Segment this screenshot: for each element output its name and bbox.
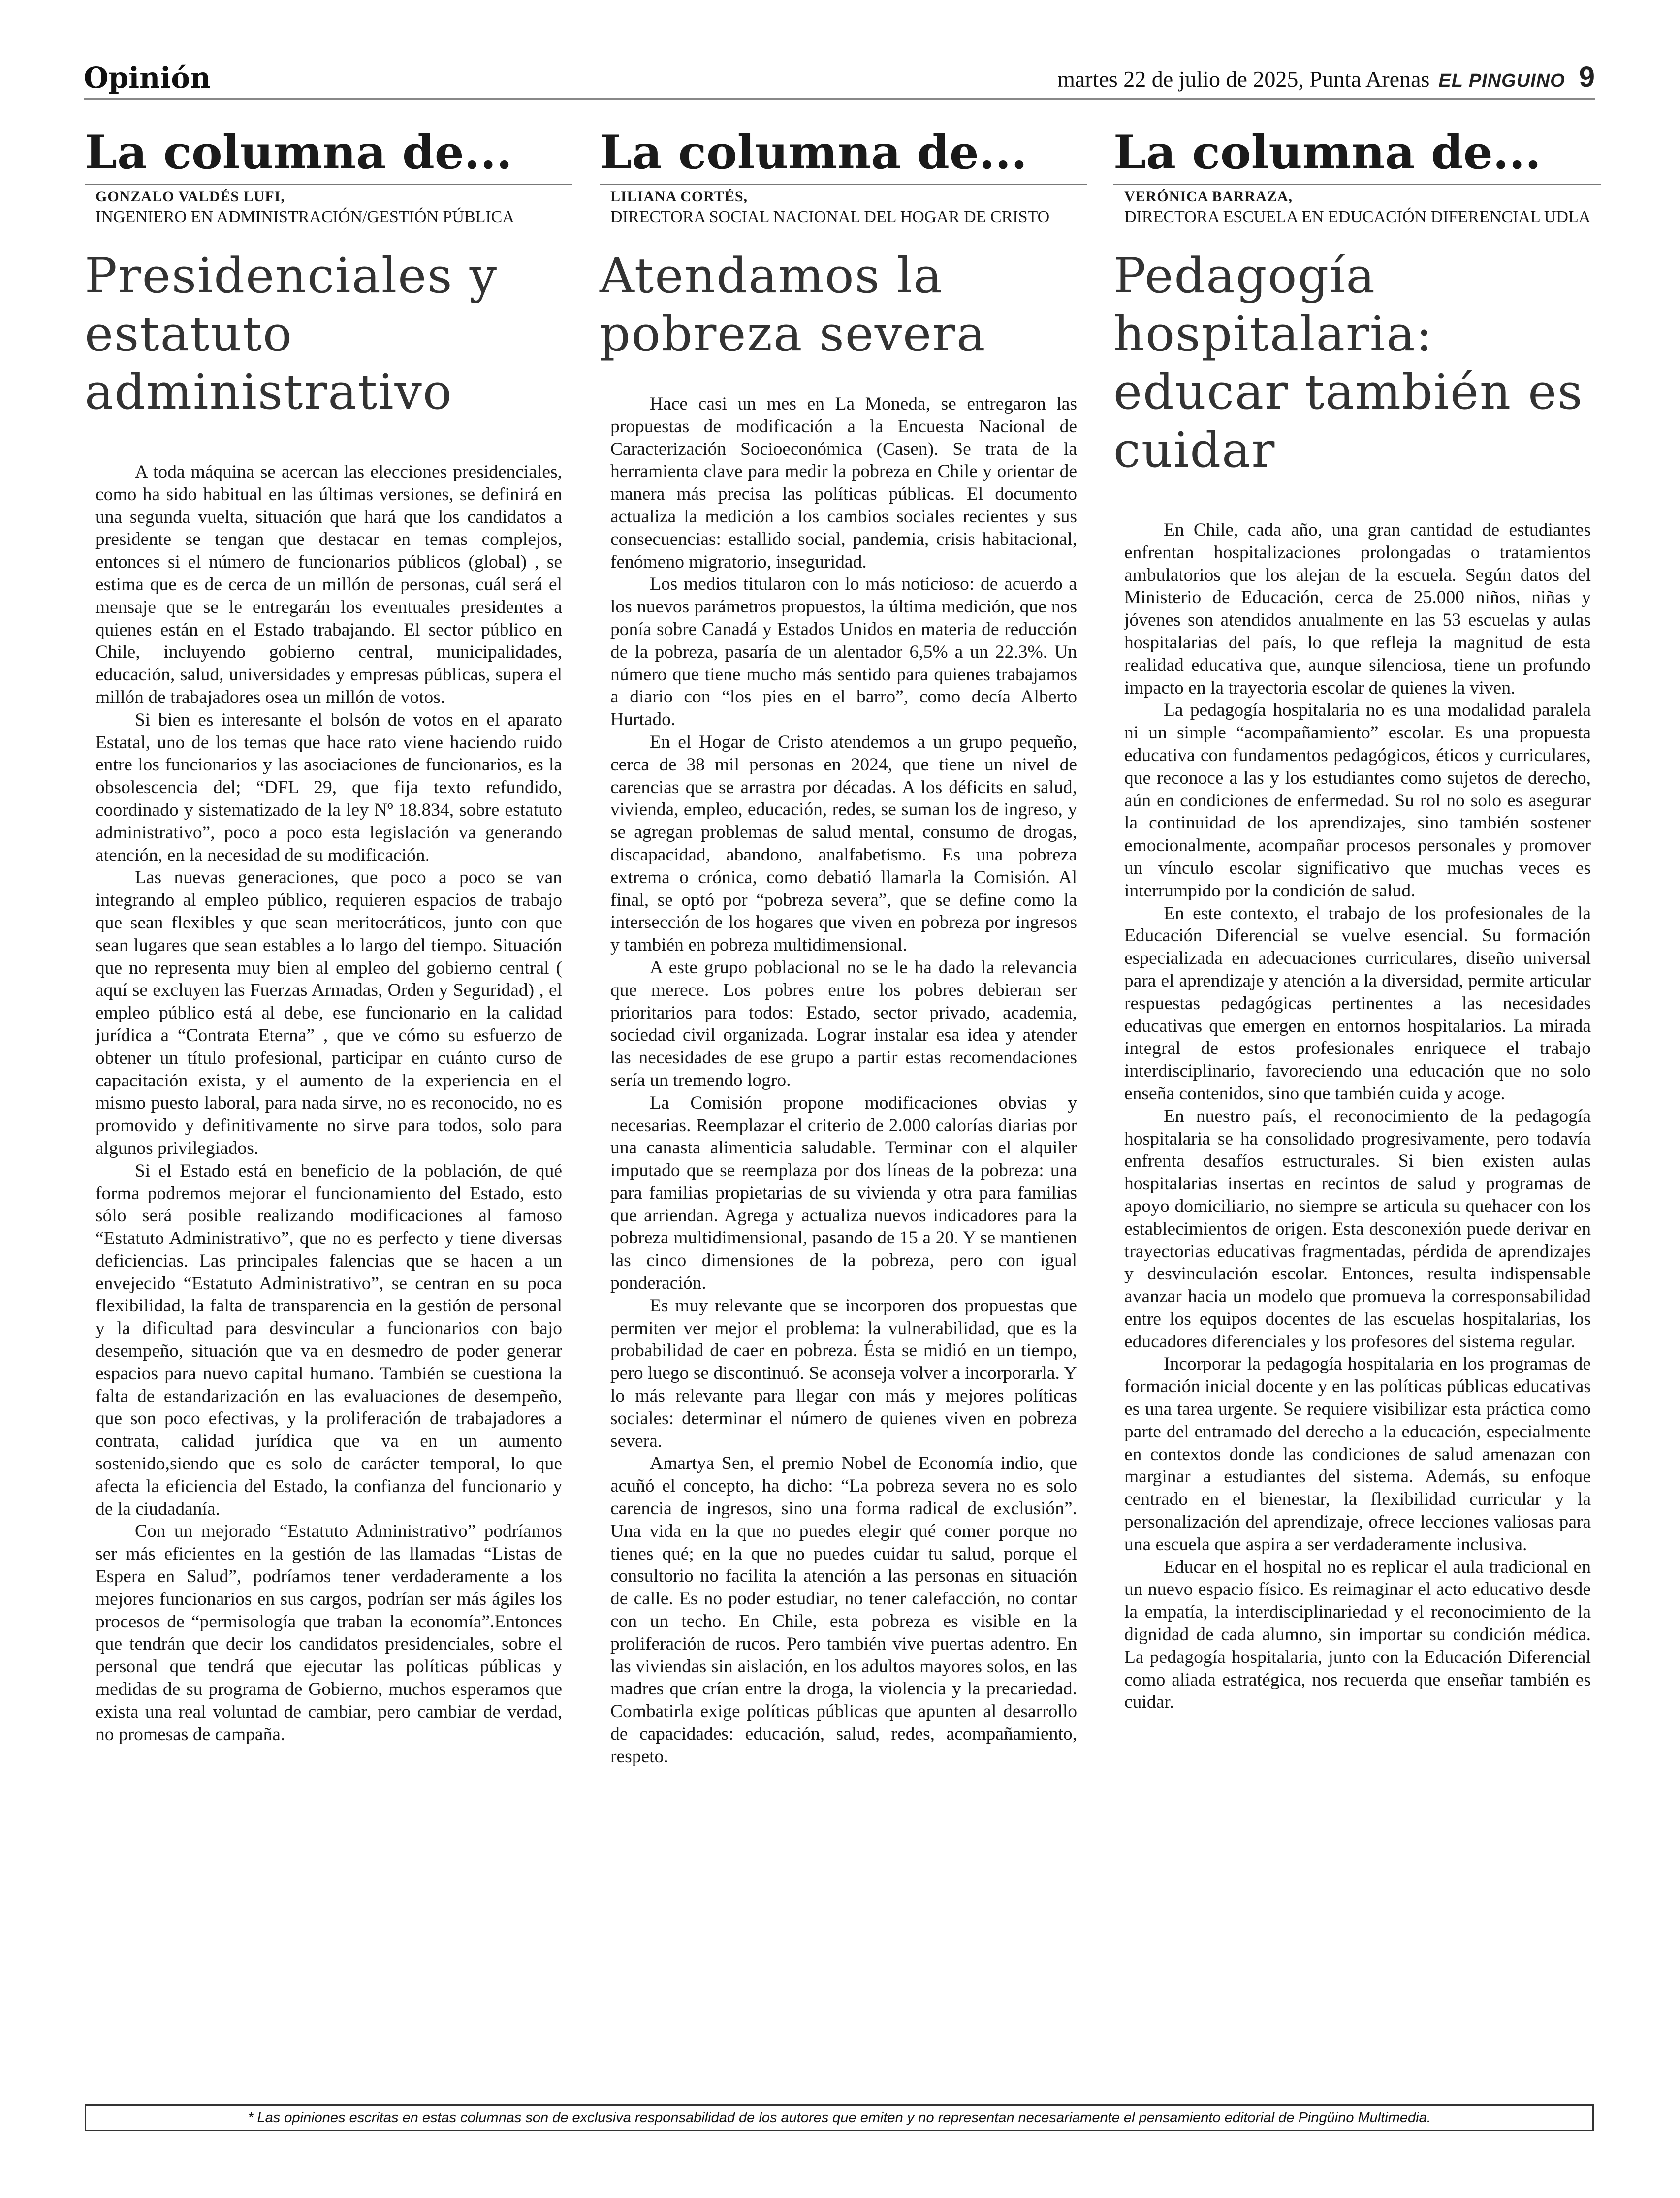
page-header — [84, 59, 1595, 100]
column-kicker: La columna de... — [600, 126, 1087, 185]
section-title: Opinión — [84, 61, 211, 95]
author-role: INGENIERO EN ADMINISTRACIÓN/GESTIÓN PÚBLICA — [95, 208, 514, 226]
newspaper-logo: EL PINGUINO — [1438, 70, 1565, 91]
paragraph: Si el Estado está en beneficio de la población, de qué forma podremos mejorar el funcionamiento del Estado, esto sólo será posible realizando modificaciones al famoso “Estatuto Administrativo”, que no es perfecto y tiene diversas deficiencias. Las principales falencias que se hacen a un envejecido “Estatuto Administrativo”, se centran en su poca flexibilidad, la falta de transparencia en la gestión de personal y la dificultad para desvincular a funcionarios con bajo desempeño, situación que va en desmedro de poder generar espacios para nuevo capital humano. También se cuestiona la falta de estandarización en las evaluaciones de desempeño, que son poco efectivas, y la proliferación de trabajadores a contrata, calidad jurídica que va en un aumento sostenido,siendo que es solo de carácter temporal, lo que afecta la eficiencia del Estado, la confianza del funcionario y de la ciudadanía. — [95, 1160, 562, 1519]
header-meta — [1057, 61, 1595, 94]
article-body — [85, 461, 572, 1746]
paragraph: Incorporar la pedagogía hospitalaria en los programas de formación inicial docente y en las políticas públicas educativas es una tarea urgente. Se requiere visibilizar esta práctica como parte del entramado del derecho a la educación, especialmente en contextos donde las condiciones de salud amenazan con marginar a estudiantes del sistema. Además, su enfoque centrado en el bienestar, la flexibilidad curricular y la personalización del aprendizaje, ofrece lecciones valiosas para una escuela que aspira a ser verdaderamente inclusiva. — [1124, 1354, 1591, 1555]
author-name: LILIANA CORTÉS, — [610, 189, 748, 205]
page-number: 9 — [1579, 61, 1595, 93]
paragraph: En este contexto, el trabajo de los profesionales de la Educación Diferencial se vuelve esencial. Su formación especializada en adecuaciones curriculares, diseño universal para el aprendizaje y atención a la diversidad, permite articular respuestas pedagógicas pertinentes a las necesidades educativas que emergen en entornos hospitalarios. La mirada integral de estos profesionales enriquece el trabajo interdisciplinario, favoreciendo una educación que no solo enseña contenidos, sino que también cuida y acoge. — [1124, 903, 1591, 1104]
author-name: GONZALO VALDÉS LUFI, — [95, 189, 285, 205]
paragraph: Hace casi un mes en La Moneda, se entregaron las propuestas de modificación a la Encuesta Nacional de Caracterización Socioeconómica (Casen). Se trata de la herramienta clave para medir la pobreza en Chile y orientar de manera más precisa las políticas públicas. El documento actualiza la medición a los cambios sociales recientes y sus consecuencias: estallido social, pandemia, crisis habitacional, fenómeno migratorio, inseguridad. — [610, 394, 1077, 572]
column-kicker: La columna de... — [1113, 126, 1601, 185]
article-title: Pedagogía hospitalaria: educar también es cuidar — [1113, 248, 1584, 478]
paragraph: Educar en el hospital no es replicar el aula tradicional en un nuevo espacio físico. Es reimaginar el acto educativo desde la empatía, la interdisciplinariedad y el reconocimiento de la dignidad de cada alumno, sin importar su condición médica. La pedagogía hospitalaria, junto con la Educación Diferencial como aliada estratégica, nos recuerda que enseñar también es cuidar. — [1124, 1557, 1591, 1713]
issue-date: martes 22 de julio de 2025, Punta Arenas — [1057, 66, 1430, 92]
article-title: Presidenciales y estatuto administrativo — [85, 248, 498, 420]
paragraph: Los medios titularon con lo más noticioso: de acuerdo a los nuevos parámetros propuestos, la última medición, que nos ponía sobre Canadá y Estados Unidos en materia de reducción de la pobreza, pasaría de un alentador 6,5% a un 22.3%. Un número que tiene mucho más sentido para quienes trabajamos a diario con “los pies en el barro”, como decía Alberto Hurtado. — [610, 574, 1077, 730]
opinion-column-1 — [85, 126, 572, 1746]
column-kicker: La columna de... — [85, 126, 572, 185]
paragraph: En el Hogar de Cristo atendemos a un grupo pequeño, cerca de 38 mil personas en 2024, que tiene un nivel de carencias que se arrastra por décadas. A los déficits en salud, vivienda, empleo, educación, redes, se suman los de ingreso, y se agregan problemas de salud mental, consumo de drogas, discapacidad, abandono, analfabetismo. Es una pobreza extrema o crónica, como debatió llamarla la Comisión. Al final, se optó por “pobreza severa”, que se define como la intersección de los hogares que viven en pobreza por ingresos y también en pobreza multidimensional. — [610, 732, 1077, 956]
paragraph: A toda máquina se acercan las elecciones presidenciales, como ha sido habitual en las últimas versiones, se definirá en una segunda vuelta, situación que hará que los candidatos a presidente se tengan que destacar en temas complejos, entonces si el número de funcionarios públicos (global) , se estima que es de cerca de un millón de personas, cuál será el mensaje que se le entregarán los eventuales presidentes a quienes están en el Estado trabajando. El sector público en Chile, incluyendo gobierno central, municipalidades, educación, salud, universidades y empresas públicas, supera el millón de trabajadores osea un millón de votos. — [95, 462, 562, 707]
paragraph: En nuestro país, el reconocimiento de la pedagogía hospitalaria se ha consolidado progresivamente, pero todavía enfrenta desafíos estructurales. Si bien existen aulas hospitalarias insertas en recintos de salud y programas de apoyo domiciliario, no siempre se articula su quehacer con los establecimientos de origen. Esta desconexión puede derivar en trayectorias educativas fragmentadas, pérdida de aprendizajes y desvinculación escolar. Entonces, resulta indispensable avanzar hacia un modelo que promueva la corresponsabilidad entre los equipos docentes de las escuelas hospitalarias, los educadores diferenciales y los profesores del sistema regular. — [1124, 1106, 1591, 1352]
paragraph: Con un mejorado “Estatuto Administrativo” podríamos ser más eficientes en la gestión de las llamadas “Listas de Espera en Salud”, podríamos tener verdaderamente a los mejores funcionarios en sus cargos, podrían ser más ágiles los procesos de “permisología que traban la economía”.Entonces que tendrán que decir los candidatos presidenciales, sobre el personal que tendrá que ejecutar las políticas públicas y medidas de su programa de Gobierno, muchos esperamos que exista una real voluntad de cambiar, pero cambiar de verdad, no promesas de campaña. — [95, 1521, 562, 1745]
article-title: Atendamos la pobreza severa — [600, 248, 986, 362]
article-body — [1113, 519, 1601, 1714]
paragraph: La Comisión propone modificaciones obvias y necesarias. Reemplazar el criterio de 2.000 calorías diarias por una canasta alimenticia saludable. Terminar con el alquiler imputado que se reemplaza por dos líneas de la pobreza: una para familias propietarias de su vivienda y otra para familias que arriendan. Agrega y actualiza nuevos indicadores para la pobreza multidimensional, pasando de 15 a 20. Y se mantienen las cinco dimensiones de la pobreza, pero con igual ponderación. — [610, 1092, 1077, 1294]
opinion-column-2 — [600, 126, 1087, 1768]
paragraph: En Chile, cada año, una gran cantidad de estudiantes enfrentan hospitalizaciones prolongadas o tratamientos ambulatorios que los alejan de la escuela. Según datos del Ministerio de Educación, cerca de 25.000 niños, niñas y jóvenes son atendidos anualmente en las 53 escuelas y aulas hospitalarias del país, lo que refleja la magnitud de esta realidad educativa que, aunque silenciosa, tiene un profundo impacto en la trayectoria escolar de quienes la viven. — [1124, 520, 1591, 698]
article-body — [600, 393, 1087, 1768]
disclaimer-text: * Las opiniones escritas en estas columnas son de exclusiva responsabilidad de los autores que emiten y no representan necesariamente el pensamiento editorial de Pingüino Multimedia. — [248, 2109, 1431, 2126]
paragraph: Si bien es interesante el bolsón de votos en el aparato Estatal, uno de los temas que hace rato viene haciendo ruido entre los funcionarios y las asociaciones de funcionarios, es la obsolescencia del; “DFL 29, que fija texto refundido, coordinado y sistematizado de la ley Nº 18.834, sobre estatuto administrativo”, poco a poco esta legislación va generando atención, en la necesidad de su modificación. — [95, 709, 562, 865]
author-role: DIRECTORA ESCUELA EN EDUCACIÓN DIFERENCIAL UDLA — [1124, 208, 1591, 226]
paragraph: Las nuevas generaciones, que poco a poco se van integrando al empleo público, requieren espacios de trabajo que sean flexibles y que sean meritocráticos, junto con que sean lugares que sean estables a lo largo del tiempo. Situación que no representa muy bien al empleo del gobierno central ( aquí se excluyen las Fuerzas Armadas, Orden y Seguridad) , el empleo público está al debe, ese funcionario en la calidad jurídica a “Contrata Eterna” , que ve cómo su esfuerzo de obtener un título profesional, participar en cuánto curso de capacitación exista, y el aumento de la experiencia en el mismo puesto laboral, para nada sirve, no es reconocido, no es promovido y definitivamente no sirve para todos, solo para algunos privilegiados. — [95, 867, 562, 1158]
paragraph: A este grupo poblacional no se le ha dado la relevancia que merece. Los pobres entre los pobres debieran ser prioritarios para todos: Estado, sector privado, academia, sociedad civil organizada. Lograr instalar esa idea y atender las necesidades de ese grupo a partir estas recomendaciones sería un tremendo logro. — [610, 957, 1077, 1090]
author-name: VERÓNICA BARRAZA, — [1124, 189, 1293, 205]
author-role: DIRECTORA SOCIAL NACIONAL DEL HOGAR DE CRISTO — [610, 208, 1050, 226]
paragraph: Amartya Sen, el premio Nobel de Economía indio, que acuñó el concepto, ha dicho: “La pobreza severa no es solo carencia de ingresos, sino una forma radical de exclusión”. Una vida en la que no puedes elegir qué comer porque no tienes qué; en la que no puedes cuidar tu salud, porque el consultorio no facilita la atención a las personas en situación de calle. Es no poder estudiar, no tener calefacción, no contar con un techo. En Chile, esta pobreza es visible en la proliferación de rucos. Pero también vive puertas adentro. En las viviendas sin aislación, en los adultos mayores solos, en las madres que crían entre la droga, la violencia y la precariedad. Combatirla exige políticas públicas que apunten al desarrollo de capacidades: educación, salud, redes, acompañamiento, respeto. — [610, 1453, 1077, 1767]
paragraph: Es muy relevante que se incorporen dos propuestas que permiten ver mejor el problema: la vulnerabilidad, que es la probabilidad de caer en pobreza. Ésta se midió en un tiempo, pero luego se discontinuó. Se aconseja volver a incorporarla. Y lo más relevante para llegar con más y mejores políticas sociales: determinar el número de quienes viven en pobreza severa. — [610, 1295, 1077, 1451]
paragraph: La pedagogía hospitalaria no es una modalidad paralela ni un simple “acompañamiento” escolar. Es una propuesta educativa con fundamentos pedagógicos, éticos y curriculares, que reconoce a las y los estudiantes como sujetos de derecho, aún en condiciones de enfermedad. Su rol no solo es asegurar la continuidad de los aprendizajes, sino también sostener emocionalmente, acompañar procesos personales y promover un vínculo escolar significativo que muchas veces es interrumpido por la condición de salud. — [1124, 700, 1591, 901]
disclaimer-box — [85, 2104, 1594, 2131]
opinion-column-3 — [1113, 126, 1601, 1714]
